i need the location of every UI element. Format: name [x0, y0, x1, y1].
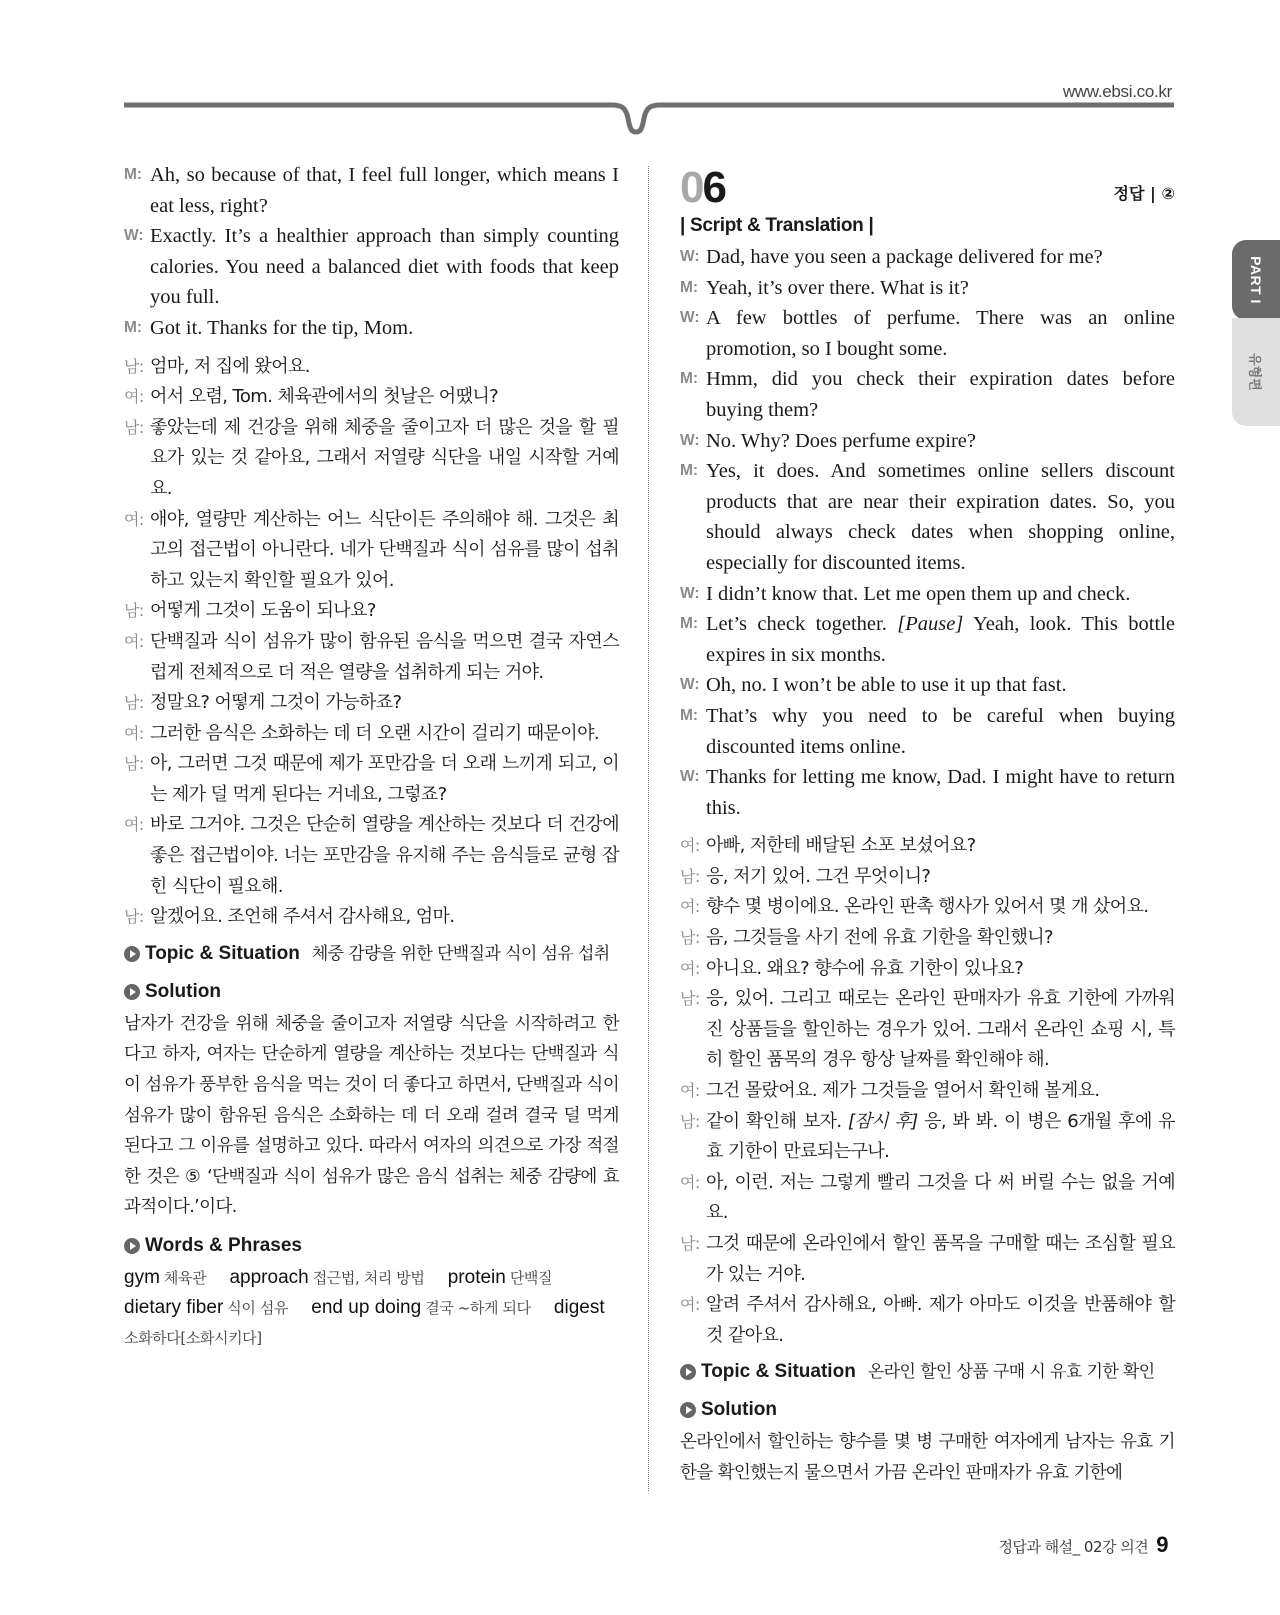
korean-dialogue: [680, 831, 1175, 1351]
dialogue-line: [680, 831, 1175, 862]
dialogue-line: [680, 954, 1175, 985]
words-heading: [124, 1229, 619, 1263]
stage-direction: [잠시 후]: [847, 1110, 918, 1132]
dialogue-text: 응, 봐 봐. 이 병은 6개월 후에 유효 기한이 만료되는구나.: [706, 1110, 1175, 1163]
dialogue-text: 알겠어요. 조언해 주셔서 감사해요, 엄마.: [150, 906, 455, 928]
dialogue-line: [680, 1290, 1175, 1351]
dialogue-text: 그러한 음식은 소화하는 데 더 오랜 시간이 걸리기 때문이야.: [150, 722, 600, 744]
dialogue-line: [124, 413, 619, 505]
topic-text: 체중 감량을 위한 단백질과 식이 섬유 섭취: [311, 943, 610, 964]
dialogue-line: [124, 221, 619, 313]
dialogue-line: [124, 719, 619, 750]
speaker-label: W:: [680, 309, 700, 327]
dialogue-text: 아, 이런. 저는 그렇게 빨리 그것을 다 써 버릴 수는 없을 거예요.: [706, 1171, 1175, 1224]
speaker-label: M:: [680, 370, 699, 388]
dialogue-text: 아, 그러면 그것 때문에 제가 포만감을 더 오래 느끼게 되고, 이는 제가 덜 먹게 된다는 거네요, 그렇죠?: [150, 753, 619, 805]
english-dialogue: [680, 242, 1175, 823]
topic-label: Topic & Situation: [701, 1361, 856, 1383]
question-number: [680, 163, 725, 212]
dialogue-line: [124, 749, 619, 810]
dialogue-text: 그것 때문에 온라인에서 할인 품목을 구매할 때는 조심할 필요가 있는 거야.: [706, 1233, 1175, 1285]
dialogue-text: Dad, have you seen a package delivered for me?: [706, 246, 1103, 268]
dialogue-line: [680, 701, 1175, 762]
dialogue-text: 좋았는데 제 건강을 위해 체중을 줄이고자 더 많은 것을 할 필요가 있는 것 같아요, 그래서 저열량 식단을 내일 시작할 거예요.: [150, 416, 619, 499]
dialogue-text: Ah, so because of that, I feel full longer, which means I eat less, right?: [150, 164, 619, 217]
dialogue-line: [680, 762, 1175, 823]
dialogue-line: [680, 1168, 1175, 1229]
dialogue-text: 어떻게 그것이 도움이 되나요?: [150, 600, 376, 622]
stage-direction: [Pause]: [897, 613, 964, 636]
word-list: [124, 1263, 619, 1353]
dialogue-line: [680, 1107, 1175, 1168]
speaker-label: 여:: [680, 897, 700, 917]
word-meaning: 식이 섬유: [227, 1299, 289, 1317]
speaker-label: 남:: [124, 907, 144, 927]
solution-text: 남자가 건강을 위해 체중을 줄이고자 저열량 식단을 시작하려고 한다고 하자, 여자는 단순하게 열량을 계산하는 것보다는 단백질과 식이 섬유가 풍부한 음식을 먹는 것이 더 좋다고 하면서, 단백질과 식이 섬유가 많이 함유된 음식은 소화하는 데 더 오래 걸려 결국 덜 먹게 된다고 그 이유를 설명하고 있다. 따라서 여자의 의견으로 가장 적절한 것은 ⑤ ‘단백질과 식이 섬유가 많은 음식 섭취는 체중 감량에 효과적이다.’이다.: [124, 1013, 619, 1218]
korean-dialogue: [124, 352, 619, 933]
speaker-label: W:: [680, 584, 700, 602]
word-term: digest: [553, 1297, 605, 1318]
page-footer: [998, 1532, 1168, 1558]
dialogue-line: [680, 426, 1175, 457]
dialogue-line: [680, 456, 1175, 578]
speaker-label: 남:: [124, 417, 144, 437]
dialogue-text: 그건 몰랐어요. 제가 그것들을 열어서 확인해 볼게요.: [706, 1080, 1100, 1102]
speaker-label: 남:: [680, 1111, 700, 1131]
speaker-label: 남:: [124, 693, 144, 713]
right-column: [680, 160, 1175, 1489]
speaker-label: M:: [680, 615, 699, 633]
speaker-label: W:: [124, 227, 144, 245]
speaker-label: W:: [680, 431, 700, 449]
solution-text: 온라인에서 할인하는 향수를 몇 병 구매한 여자에게 남자는 유효 기한을 확인했는지 물으면서 가끔 온라인 판매자가 유효 기한에: [680, 1432, 1175, 1483]
dialogue-line: [124, 313, 619, 344]
play-bullet-icon: [680, 1402, 696, 1418]
dialogue-text: Yeah, look. This bottle expires in six months.: [706, 613, 1175, 666]
dialogue-text: 같이 확인해 보자.: [706, 1110, 848, 1132]
speaker-label: 여:: [124, 509, 144, 529]
speaker-label: W:: [680, 768, 700, 786]
speaker-label: 여:: [124, 387, 144, 407]
dialogue-text: 향수 몇 병이에요. 온라인 판촉 행사가 있어서 몇 개 샀어요.: [706, 896, 1149, 918]
word-term: approach: [229, 1267, 309, 1288]
dialogue-text: 음, 그것들을 사기 전에 유효 기한을 확인했니?: [706, 927, 1053, 949]
dialogue-text: Thanks for letting me know, Dad. I might have to return this.: [706, 766, 1175, 819]
dialogue-text: 애야, 열량만 계산하는 어느 식단이든 주의해야 해. 그것은 최고의 접근법이 아니란다. 네가 단백질과 식이 섬유를 많이 섭취하고 있는지 확인할 필요가 있어.: [150, 508, 619, 591]
speaker-label: 남:: [680, 928, 700, 948]
speaker-label: 여:: [680, 836, 700, 856]
dialogue-line: [680, 303, 1175, 364]
dialogue-text: Oh, no. I won’t be able to use it up that fast.: [706, 674, 1067, 697]
dialogue-text: That’s why you need to be careful when buying discounted items online.: [706, 704, 1175, 758]
dialogue-line: [680, 892, 1175, 923]
dialogue-line: [680, 579, 1175, 610]
speaker-label: 여:: [124, 815, 144, 835]
speaker-label: M:: [680, 278, 699, 296]
word-term: protein: [447, 1267, 506, 1288]
speaker-label: 여:: [680, 1172, 700, 1192]
speaker-label: 남:: [124, 356, 144, 376]
word-meaning: 소화하다[소화시키다]: [124, 1329, 262, 1347]
word-meaning: 접근법, 처리 방법: [312, 1269, 425, 1287]
word-meaning: 단백질: [509, 1269, 553, 1287]
dialogue-line: [124, 352, 619, 383]
footer-section-label: 정답과 해설_ 02강 의견: [998, 1538, 1149, 1556]
dialogue-text: 응, 있어. 그리고 때로는 온라인 판매자가 유효 기한에 가까워진 상품들을 할인하는 경우가 있어. 그래서 온라인 쇼핑 시, 특히 할인 품목의 경우 항상 날짜를 확인해야 해.: [706, 988, 1175, 1071]
speaker-label: W:: [680, 248, 700, 265]
dialogue-text: 아빠, 저한테 배달된 소포 보셨어요?: [706, 835, 976, 857]
word-term: end up doing: [311, 1297, 422, 1318]
script-title: | Script & Translation |: [680, 215, 874, 236]
dialogue-line: [124, 382, 619, 413]
words-label: Words & Phrases: [145, 1235, 302, 1256]
speaker-label: 남:: [680, 866, 700, 886]
word-term: dietary fiber: [124, 1297, 224, 1318]
type-tab[interactable]: [1232, 318, 1280, 426]
speaker-label: 여:: [680, 958, 700, 978]
answer-label: 정답 | ②: [1113, 184, 1175, 203]
dialogue-line: [680, 364, 1175, 425]
speaker-label: M:: [124, 318, 143, 336]
play-bullet-icon: [124, 946, 140, 962]
dialogue-text: A few bottles of perfume. There was an online promotion, so I bought some.: [706, 307, 1175, 360]
column-divider: [648, 166, 649, 1491]
dialogue-text: Yes, it does. And sometimes online sellers discount products that are near their expiration dates. So, you should always check dates when shopping online, especially for discounted items.: [706, 460, 1175, 574]
dialogue-line: [680, 273, 1175, 304]
dialogue-line: [124, 627, 619, 688]
question-number-digit: 6: [702, 163, 725, 212]
word-meaning: 결국 ~하게 되다: [425, 1299, 531, 1317]
topic-label: Topic & Situation: [145, 942, 300, 964]
dialogue-text: 아니요. 왜요? 향수에 유효 기한이 있나요?: [706, 957, 1024, 979]
dialogue-text: No. Why? Does perfume expire?: [706, 429, 977, 452]
play-bullet-icon: [124, 984, 140, 1000]
question-header: [680, 160, 1175, 210]
dialogue-line: [124, 902, 619, 933]
speaker-label: 여:: [124, 631, 144, 651]
dialogue-text: 엄마, 저 집에 왔어요.: [150, 355, 310, 377]
topic-heading: [680, 1355, 1175, 1389]
dialogue-text: I didn’t know that. Let me open them up and check.: [706, 582, 1131, 605]
header-rule: [124, 102, 1174, 142]
dialogue-line: [680, 923, 1175, 954]
dialogue-text: Exactly. It’s a healthier approach than simply counting calories. You need a balanced diet with foods that keep you full.: [150, 225, 619, 309]
word-term: gym: [124, 1267, 160, 1288]
type-tab-label: 유형편: [1246, 353, 1262, 391]
part-tab-label: PART I: [1248, 256, 1264, 304]
dialogue-text: Got it. Thanks for the tip, Mom.: [150, 316, 414, 339]
dialogue-line: [680, 670, 1175, 701]
speaker-label: W:: [680, 676, 700, 694]
dialogue-line: [680, 1076, 1175, 1107]
dialogue-text: 단백질과 식이 섬유가 많이 함유된 음식을 먹으면 결국 자연스럽게 전체적으로 더 적은 열량을 섭취하게 되는 거야.: [150, 630, 619, 683]
question-number-prefix: 0: [680, 163, 703, 212]
dialogue-line: [124, 810, 619, 902]
english-dialogue: [124, 160, 619, 344]
word-meaning: 체육관: [163, 1269, 207, 1287]
dialogue-text: 바로 그거야. 그것은 단순히 열량을 계산하는 것보다 더 건강에 좋은 접근법이야. 너는 포만감을 유지해 주는 음식들로 균형 잡힌 식단이 필요해.: [150, 814, 619, 897]
speaker-label: 남:: [124, 754, 144, 774]
site-url: www.ebsi.co.kr: [1062, 82, 1172, 101]
speaker-label: M:: [680, 706, 699, 724]
dialogue-text: Yeah, it’s over there. What is it?: [706, 276, 969, 299]
topic-text: 온라인 할인 상품 구매 시 유효 기한 확인: [867, 1362, 1155, 1383]
dialogue-text: Let’s check together.: [706, 613, 898, 636]
speaker-label: 여:: [124, 723, 144, 743]
dialogue-text: 알려 주셔서 감사해요, 아빠. 제가 아마도 이것을 반품해야 할 것 같아요.: [706, 1294, 1175, 1346]
solution-heading: [680, 1393, 1175, 1427]
dialogue-text: 응, 저기 있어. 그건 무엇이니?: [706, 865, 931, 887]
left-column: [124, 160, 619, 1353]
topic-heading: [124, 937, 619, 971]
dialogue-line: [680, 862, 1175, 893]
dialogue-line: [680, 984, 1175, 1076]
dialogue-text: 정말요? 어떻게 그것이 가능하죠?: [150, 692, 402, 714]
solution-heading: [124, 975, 619, 1009]
dialogue-line: [680, 1229, 1175, 1290]
play-bullet-icon: [680, 1364, 696, 1380]
solution-label: Solution: [701, 1399, 777, 1421]
speaker-label: M:: [124, 166, 143, 183]
dialogue-line: [124, 596, 619, 627]
play-bullet-icon: [124, 1238, 140, 1254]
part-tab[interactable]: [1232, 240, 1280, 320]
speaker-label: 남:: [680, 989, 700, 1009]
speaker-label: 남:: [124, 601, 144, 621]
dialogue-line: [124, 505, 619, 597]
dialogue-line: [680, 609, 1175, 670]
speaker-label: 여:: [680, 1081, 700, 1101]
solution-label: Solution: [145, 980, 221, 1002]
dialogue-text: Hmm, did you check their expiration dates before buying them?: [706, 368, 1175, 421]
dialogue-text: 어서 오렴, Tom. 체육관에서의 첫날은 어땠니?: [150, 386, 499, 408]
speaker-label: M:: [680, 462, 699, 480]
dialogue-line: [680, 242, 1175, 273]
dialogue-line: [124, 688, 619, 719]
speaker-label: 여:: [680, 1295, 700, 1315]
page-number: 9: [1156, 1532, 1168, 1557]
dialogue-line: [124, 160, 619, 221]
speaker-label: 남:: [680, 1234, 700, 1253]
